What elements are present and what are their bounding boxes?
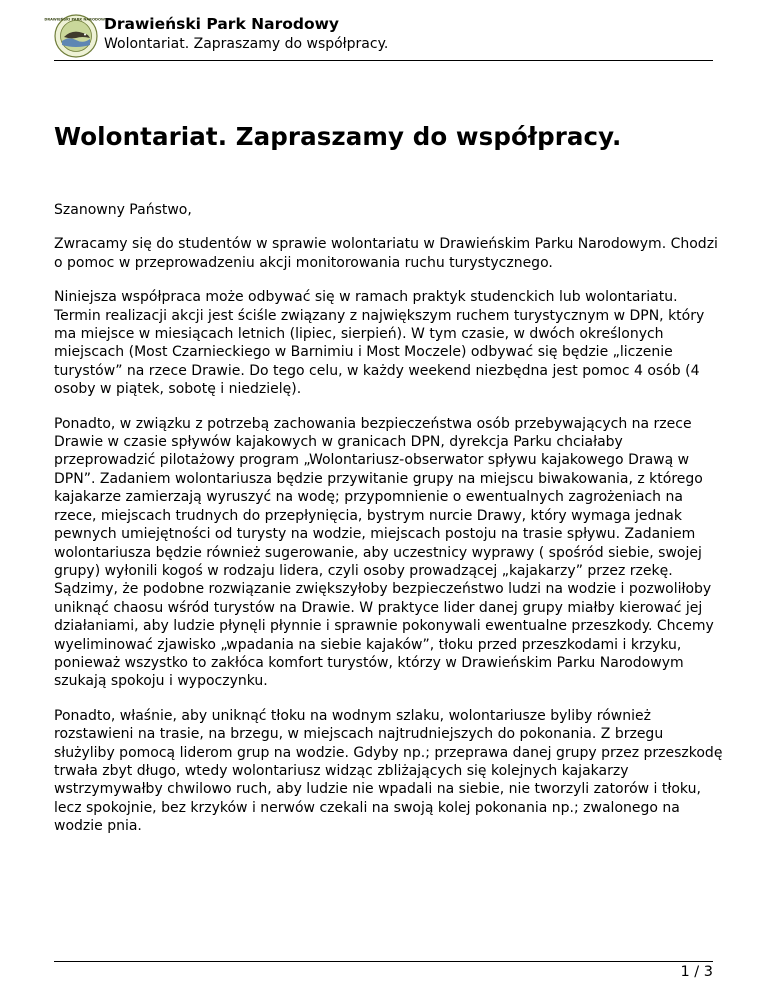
site-name: Drawieński Park Narodowy (104, 15, 340, 33)
header-divider (54, 60, 713, 61)
paragraph: Ponadto, w związku z potrzebą zachowania bezpieczeństwa osób przebywających na rzece Drawie w czasie spływów kajakowych w granicach DPN, dyrekcja Parku chciałaby przeprowadzić pilotażowy program „Wolontariusz-obserwator spływu kajakowego Drawą w DPN”. Zadaniem wolontariusza będzie przywitanie grupy na miejscu biwakowania, z którego kajakarze zamierzają wyruszyć na wodę; przypomnienie o ewentualnych zagrożeniach na rzece, miejscach trudnych do przepłynięcia, bystrym nurcie Drawy, który wymaga jednak pewnych umiejętności od turysty na wodzie, miejscach postoju na trasie spływu. Zadaniem wolontariusza będzie również sugerowanie, aby uczestnicy wyprawy ( spośród siebie, swojej grupy) wyłonili kogoś w rodzaju lidera, czyli osoby prowadzącej „kajakarzy” przez rzekę. Sądzimy, że podobne rozwiązanie zwiększyłoby bezpieczeństwo ludzi na wodzie i pozwoliłoby uniknąć chaosu wśród turystów na Drawie. W praktyce lider danej grupy miałby kierować jej działaniami, aby ludzie płynęli płynnie i sprawnie pokonywali ewentualne przeszkody. Chcemy wyeliminować zjawisko „wpadania na siebie kajaków”, tłoku przed przeszkodami i krzyku, ponieważ wszystko to zakłóca komfort turystów, którzy w Drawieńskim Parku Narodowym szukają spokoju i wypoczynku. (54, 415, 714, 690)
drawienski-park-logo-icon (44, 14, 108, 58)
article-body (54, 201, 726, 852)
paragraph: Niniejsza współpraca może odbywać się w ramach praktyk studenckich lub wolontariatu. Termin realizacji akcji jest ściśle związany z największym ruchem turystycznym w DPN, który ma miejsce w miesiącach letnich (lipiec, sierpień). W tym czasie, w dwóch określonych miejscach (Most Czarnieckiego w Barnimiu i Most Moczele) odbywać się będzie „liczenie turystów” na rzece Drawie. Do tego celu, w każdy weekend niezbędna jest pomoc 4 osób (4 osoby w piątek, sobotę i niedzielę). (54, 289, 705, 398)
page-title: Wolontariat. Zapraszamy do współpracy. (54, 122, 622, 151)
paragraph: Ponadto, właśnie, aby uniknąć tłoku na wodnym szlaku, wolontariusze byliby również rozstawieni na trasie, na brzegu, w miejscach najtrudniejszych do pokonania. Z brzegu służyliby pomocą liderom grup na wodzie. Gdyby np.; przeprawa danej grupy przez przeszkodę trwała zbyt długo, wtedy wolontariusz widząc zbliżających się kolejnych kajakarzy wstrzymywałby chwilowo ruch, aby ludzie nie wpadali na siebie, nie tworzyli zatorów i tłoku, lecz spokojnie, bez krzyków i nerwów czekali na swoją kolej pokonania np.; zwalonego na wodzie pnia. (54, 707, 723, 835)
paragraph: Zwracamy się do studentów w sprawie wolontariatu w Drawieńskim Parku Narodowym. Chodzi o pomoc w przeprowadzeniu akcji monitorowania ruchu turystycznego. (54, 236, 718, 271)
footer-divider (54, 961, 713, 962)
logo-lettering: DRAWIEŃSKI PARK NARODOWY (44, 17, 108, 22)
page-header (44, 14, 714, 60)
page-number: 1 / 3 (680, 964, 713, 980)
paragraph-greeting: Szanowny Państwo, (54, 202, 192, 218)
header-subtitle: Wolontariat. Zapraszamy do współpracy. (104, 36, 389, 52)
